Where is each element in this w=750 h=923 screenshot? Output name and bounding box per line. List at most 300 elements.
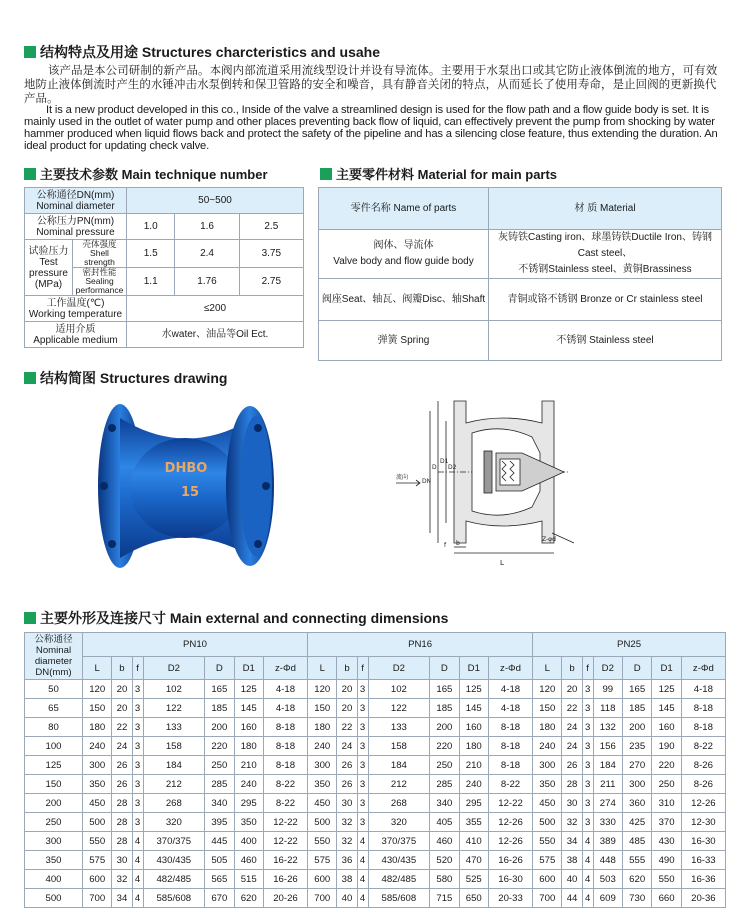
dn-cell: 250	[25, 813, 83, 832]
value-cell: 410	[459, 832, 488, 851]
green-square-icon	[24, 612, 36, 624]
value-cell: 16-22	[263, 851, 307, 870]
value-cell: 24	[337, 737, 357, 756]
value-cell: 44	[562, 889, 582, 908]
tech-table: 公称通径DN(mm) Nominal diameter 50~500 公称压力PN(mm) Nominal pressure 1.0 1.6 2.5 试验压力 Test pressure (MPa) 壳体强度 Shell strength 1.5 2.4 3.75 密封性能 Sealing performance 1.1 1.76 2.75 工作温度(℃) Working temperature ≤200 适用介质 Applicable medium 水water、油品等Oil Ect.	[24, 187, 304, 348]
value-cell: 20	[337, 699, 357, 718]
value-cell: 16-26	[488, 851, 532, 870]
value-cell: 8-18	[681, 718, 725, 737]
value-cell: 295	[459, 794, 488, 813]
value-cell: 145	[234, 699, 263, 718]
value-cell: 500	[308, 813, 337, 832]
col-header: D1	[459, 657, 488, 680]
value-cell: 160	[234, 718, 263, 737]
value-cell: 300	[622, 775, 651, 794]
value-cell: 295	[234, 794, 263, 813]
col-header: L	[533, 657, 562, 680]
svg-text:b: b	[456, 540, 460, 547]
value-cell: 20	[112, 680, 132, 699]
value-cell: 16-30	[681, 832, 725, 851]
valve-photo	[90, 398, 280, 578]
svg-text:D: D	[432, 464, 437, 471]
value-cell: 212	[143, 775, 205, 794]
value-cell: 145	[459, 699, 488, 718]
value-cell: 585/608	[368, 889, 430, 908]
dn-cell: 50	[25, 680, 83, 699]
value-cell: 550	[83, 832, 112, 851]
value-cell: 211	[593, 775, 622, 794]
value-cell: 240	[533, 737, 562, 756]
valve-marking-2: 15	[180, 485, 200, 500]
value-cell: 8-26	[681, 756, 725, 775]
value-cell: 450	[308, 794, 337, 813]
dn-cell: 500	[25, 889, 83, 908]
value-cell: 120	[83, 680, 112, 699]
col-header: f	[132, 657, 143, 680]
value-cell: 22	[562, 699, 582, 718]
value-cell: 250	[652, 775, 681, 794]
value-cell: 8-18	[263, 737, 307, 756]
value-cell: 190	[652, 737, 681, 756]
value-cell: 12-26	[488, 832, 532, 851]
svg-text:DN: DN	[422, 478, 432, 485]
value-cell: 650	[459, 889, 488, 908]
value-cell: 515	[234, 870, 263, 889]
value-cell: 575	[533, 851, 562, 870]
value-cell: 350	[533, 775, 562, 794]
value-cell: 22	[337, 718, 357, 737]
value-cell: 4	[582, 889, 593, 908]
value-cell: 330	[593, 813, 622, 832]
value-cell: 3	[357, 794, 368, 813]
value-cell: 250	[430, 756, 459, 775]
value-cell: 3	[582, 775, 593, 794]
value-cell: 550	[308, 832, 337, 851]
value-cell: 38	[337, 870, 357, 889]
value-cell: 320	[368, 813, 430, 832]
value-cell: 3	[132, 699, 143, 718]
value-cell: 360	[622, 794, 651, 813]
value-cell: 180	[234, 737, 263, 756]
value-cell: 200	[205, 718, 234, 737]
section-title-material: 主要零件材料 Material for main parts	[320, 164, 557, 183]
value-cell: 575	[308, 851, 337, 870]
value-cell: 340	[205, 794, 234, 813]
value-cell: 185	[430, 699, 459, 718]
value-cell: 565	[205, 870, 234, 889]
value-cell: 30	[337, 794, 357, 813]
svg-text:D2: D2	[448, 464, 457, 471]
svg-text:流向: 流向	[396, 474, 409, 481]
value-cell: 20	[112, 699, 132, 718]
svg-text:L: L	[500, 559, 504, 567]
value-cell: 125	[652, 680, 681, 699]
value-cell: 600	[533, 870, 562, 889]
value-cell: 350	[83, 775, 112, 794]
value-cell: 28	[112, 832, 132, 851]
value-cell: 8-22	[263, 775, 307, 794]
value-cell: 3	[132, 756, 143, 775]
value-cell: 180	[308, 718, 337, 737]
value-cell: 430/435	[368, 851, 430, 870]
value-cell: 184	[593, 756, 622, 775]
value-cell: 370/375	[143, 832, 205, 851]
value-cell: 300	[533, 756, 562, 775]
value-cell: 8-22	[263, 794, 307, 813]
value-cell: 150	[533, 699, 562, 718]
green-square-icon	[320, 168, 332, 180]
value-cell: 3	[582, 756, 593, 775]
value-cell: 165	[430, 680, 459, 699]
value-cell: 3	[132, 718, 143, 737]
value-cell: 4	[132, 889, 143, 908]
value-cell: 430/435	[143, 851, 205, 870]
value-cell: 185	[622, 699, 651, 718]
value-cell: 270	[622, 756, 651, 775]
value-cell: 715	[430, 889, 459, 908]
value-cell: 3	[357, 737, 368, 756]
table-row	[25, 737, 726, 756]
value-cell: 165	[622, 680, 651, 699]
table-row	[25, 889, 726, 908]
value-cell: 184	[143, 756, 205, 775]
svg-text:D1: D1	[440, 458, 449, 465]
value-cell: 4	[132, 832, 143, 851]
value-cell: 240	[459, 775, 488, 794]
value-cell: 550	[652, 870, 681, 889]
value-cell: 26	[337, 756, 357, 775]
value-cell: 36	[337, 851, 357, 870]
table-row	[25, 851, 726, 870]
dn-cell: 400	[25, 870, 83, 889]
table-row	[25, 699, 726, 718]
value-cell: 450	[83, 794, 112, 813]
value-cell: 34	[112, 889, 132, 908]
value-cell: 268	[143, 794, 205, 813]
value-cell: 4-18	[488, 680, 532, 699]
value-cell: 12-22	[488, 794, 532, 813]
section-title-dimensions: 主要外形及连接尺寸 Main external and connecting dimensions	[24, 608, 448, 628]
value-cell: 20	[337, 680, 357, 699]
value-cell: 12-26	[681, 794, 725, 813]
value-cell: 20-26	[263, 889, 307, 908]
col-header: z-Φd	[488, 657, 532, 680]
dn-cell: 65	[25, 699, 83, 718]
col-header: D	[430, 657, 459, 680]
intro-cn: 该产品是本公司研制的新产品。本阀内部流道采用流线型设计并设有导流体。主要用于水泵出口或其它防止液体倒流的地方，可有效地防止液体倒流时产生的水锤冲击水泵倒转和保卫管路的安全和噪音，具有静音关闭的特点，从而延长了使用寿命，是止回阀的更新换代产品。	[24, 65, 718, 105]
value-cell: 28	[112, 794, 132, 813]
value-cell: 660	[652, 889, 681, 908]
col-header: D1	[652, 657, 681, 680]
value-cell: 158	[368, 737, 430, 756]
value-cell: 4	[357, 889, 368, 908]
value-cell: 220	[430, 737, 459, 756]
value-cell: 620	[234, 889, 263, 908]
value-cell: 150	[308, 699, 337, 718]
value-cell: 40	[562, 870, 582, 889]
value-cell: 580	[430, 870, 459, 889]
value-cell: 125	[234, 680, 263, 699]
value-cell: 268	[368, 794, 430, 813]
value-cell: 8-26	[681, 775, 725, 794]
value-cell: 102	[143, 680, 205, 699]
col-header: D	[205, 657, 234, 680]
col-header: z-Φd	[681, 657, 725, 680]
value-cell: 150	[83, 699, 112, 718]
value-cell: 180	[83, 718, 112, 737]
value-cell: 482/485	[368, 870, 430, 889]
value-cell: 525	[459, 870, 488, 889]
value-cell: 4	[582, 832, 593, 851]
value-cell: 24	[562, 737, 582, 756]
value-cell: 450	[533, 794, 562, 813]
dn-cell: 100	[25, 737, 83, 756]
value-cell: 16-33	[681, 851, 725, 870]
value-cell: 700	[83, 889, 112, 908]
value-cell: 220	[205, 737, 234, 756]
value-cell: 400	[234, 832, 263, 851]
value-cell: 12-30	[681, 813, 725, 832]
table-row	[25, 870, 726, 889]
value-cell: 600	[83, 870, 112, 889]
value-cell: 26	[112, 756, 132, 775]
col-header: D1	[234, 657, 263, 680]
value-cell: 448	[593, 851, 622, 870]
value-cell: 30	[112, 851, 132, 870]
value-cell: 350	[234, 813, 263, 832]
value-cell: 184	[368, 756, 430, 775]
value-cell: 20-36	[681, 889, 725, 908]
value-cell: 3	[582, 813, 593, 832]
value-cell: 3	[582, 699, 593, 718]
value-cell: 3	[132, 794, 143, 813]
value-cell: 32	[337, 813, 357, 832]
value-cell: 670	[205, 889, 234, 908]
col-header: b	[337, 657, 357, 680]
value-cell: 3	[582, 680, 593, 699]
value-cell: 32	[337, 832, 357, 851]
value-cell: 26	[337, 775, 357, 794]
value-cell: 8-18	[488, 718, 532, 737]
value-cell: 730	[622, 889, 651, 908]
value-cell: 240	[308, 737, 337, 756]
value-cell: 505	[205, 851, 234, 870]
value-cell: 145	[652, 699, 681, 718]
value-cell: 460	[430, 832, 459, 851]
value-cell: 4	[132, 851, 143, 870]
value-cell: 274	[593, 794, 622, 813]
table-row	[25, 813, 726, 832]
value-cell: 310	[652, 794, 681, 813]
value-cell: 585/608	[143, 889, 205, 908]
value-cell: 12-22	[263, 813, 307, 832]
value-cell: 28	[562, 775, 582, 794]
value-cell: 165	[205, 680, 234, 699]
value-cell: 500	[533, 813, 562, 832]
col-header: b	[112, 657, 132, 680]
col-header: D2	[368, 657, 430, 680]
value-cell: 300	[308, 756, 337, 775]
col-header: D	[622, 657, 651, 680]
value-cell: 235	[622, 737, 651, 756]
value-cell: 32	[562, 813, 582, 832]
value-cell: 132	[593, 718, 622, 737]
value-cell: 8-18	[263, 718, 307, 737]
value-cell: 160	[652, 718, 681, 737]
value-cell: 4-18	[681, 680, 725, 699]
value-cell: 240	[234, 775, 263, 794]
dn-cell: 150	[25, 775, 83, 794]
value-cell: 4-18	[263, 680, 307, 699]
value-cell: 430	[652, 832, 681, 851]
value-cell: 8-18	[263, 756, 307, 775]
table-row	[25, 680, 726, 699]
value-cell: 503	[593, 870, 622, 889]
value-cell: 240	[83, 737, 112, 756]
section-drawing	[392, 393, 602, 573]
value-cell: 210	[459, 756, 488, 775]
value-cell: 4	[132, 870, 143, 889]
value-cell: 8-22	[488, 775, 532, 794]
value-cell: 3	[357, 813, 368, 832]
value-cell: 8-18	[488, 737, 532, 756]
value-cell: 22	[112, 718, 132, 737]
value-cell: 300	[83, 756, 112, 775]
value-cell: 470	[459, 851, 488, 870]
dn-cell: 300	[25, 832, 83, 851]
value-cell: 3	[582, 718, 593, 737]
value-cell: 3	[357, 756, 368, 775]
value-cell: 120	[533, 680, 562, 699]
section-title-structures: 结构特点及用途 Structures charcteristics and usahe	[24, 42, 380, 62]
value-cell: 285	[205, 775, 234, 794]
value-cell: 125	[459, 680, 488, 699]
green-square-icon	[24, 46, 36, 58]
value-cell: 3	[357, 775, 368, 794]
col-header: f	[357, 657, 368, 680]
svg-text:f: f	[444, 542, 447, 549]
value-cell: 550	[533, 832, 562, 851]
value-cell: 4	[357, 851, 368, 870]
value-cell: 8-22	[681, 737, 725, 756]
intro-en: It is a new product developed in this co., Inside of the valve a streamlined design is used for the flow path and a flow guide body is set. It is mainly used in the outlet of water pump and other places preventing back flow of liquid, can effectively prevent the pump from shocking by water hammer produced when liquid flows back and protect the safety of the pipeline and has a silencing close feature, thus extending the duration. An ideal product for updating check valve.	[24, 104, 718, 152]
value-cell: 24	[562, 718, 582, 737]
value-cell: 185	[205, 699, 234, 718]
value-cell: 4-18	[488, 699, 532, 718]
value-cell: 3	[132, 680, 143, 699]
value-cell: 16-36	[681, 870, 725, 889]
value-cell: 485	[622, 832, 651, 851]
value-cell: 8-18	[488, 756, 532, 775]
value-cell: 26	[562, 756, 582, 775]
value-cell: 122	[143, 699, 205, 718]
table-row	[25, 775, 726, 794]
value-cell: 133	[143, 718, 205, 737]
valve-marking-1: DHBO	[164, 461, 208, 476]
value-cell: 3	[357, 680, 368, 699]
value-cell: 600	[308, 870, 337, 889]
value-cell: 482/485	[143, 870, 205, 889]
value-cell: 102	[368, 680, 430, 699]
value-cell: 16-30	[488, 870, 532, 889]
value-cell: 20-33	[488, 889, 532, 908]
value-cell: 212	[368, 775, 430, 794]
value-cell: 118	[593, 699, 622, 718]
value-cell: 28	[112, 813, 132, 832]
table-row	[25, 718, 726, 737]
value-cell: 700	[308, 889, 337, 908]
value-cell: 4-18	[263, 699, 307, 718]
value-cell: 575	[83, 851, 112, 870]
dn-cell: 125	[25, 756, 83, 775]
value-cell: 16-26	[263, 870, 307, 889]
value-cell: 4	[357, 870, 368, 889]
value-cell: 120	[308, 680, 337, 699]
value-cell: 160	[459, 718, 488, 737]
col-header: D2	[593, 657, 622, 680]
value-cell: 180	[459, 737, 488, 756]
value-cell: 30	[562, 794, 582, 813]
value-cell: 20	[562, 680, 582, 699]
green-square-icon	[24, 372, 36, 384]
value-cell: 4	[582, 851, 593, 870]
value-cell: 3	[357, 718, 368, 737]
col-header: f	[582, 657, 593, 680]
value-cell: 3	[132, 813, 143, 832]
value-cell: 32	[112, 870, 132, 889]
value-cell: 200	[430, 718, 459, 737]
value-cell: 158	[143, 737, 205, 756]
value-cell: 460	[234, 851, 263, 870]
value-cell: 500	[83, 813, 112, 832]
col-header: L	[83, 657, 112, 680]
col-header: z-Φd	[263, 657, 307, 680]
value-cell: 425	[622, 813, 651, 832]
dn-cell: 200	[25, 794, 83, 813]
value-cell: 355	[459, 813, 488, 832]
value-cell: 520	[430, 851, 459, 870]
value-cell: 122	[368, 699, 430, 718]
dn-cell: 350	[25, 851, 83, 870]
section-title-tech: 主要技术参数 Main technique number	[24, 164, 268, 183]
value-cell: 445	[205, 832, 234, 851]
value-cell: 370/375	[368, 832, 430, 851]
value-cell: 250	[205, 756, 234, 775]
table-row	[25, 832, 726, 851]
svg-text:Z-φd: Z-φd	[542, 536, 556, 543]
dn-cell: 80	[25, 718, 83, 737]
value-cell: 40	[337, 889, 357, 908]
value-cell: 26	[112, 775, 132, 794]
value-cell: 3	[582, 737, 593, 756]
table-row	[25, 794, 726, 813]
col-header: b	[562, 657, 582, 680]
value-cell: 34	[562, 832, 582, 851]
value-cell: 24	[112, 737, 132, 756]
value-cell: 4	[357, 832, 368, 851]
value-cell: 180	[533, 718, 562, 737]
value-cell: 38	[562, 851, 582, 870]
value-cell: 3	[132, 737, 143, 756]
value-cell: 210	[234, 756, 263, 775]
value-cell: 8-18	[681, 699, 725, 718]
value-cell: 3	[132, 775, 143, 794]
value-cell: 490	[652, 851, 681, 870]
table-row	[25, 756, 726, 775]
value-cell: 220	[652, 756, 681, 775]
value-cell: 3	[582, 794, 593, 813]
value-cell: 156	[593, 737, 622, 756]
